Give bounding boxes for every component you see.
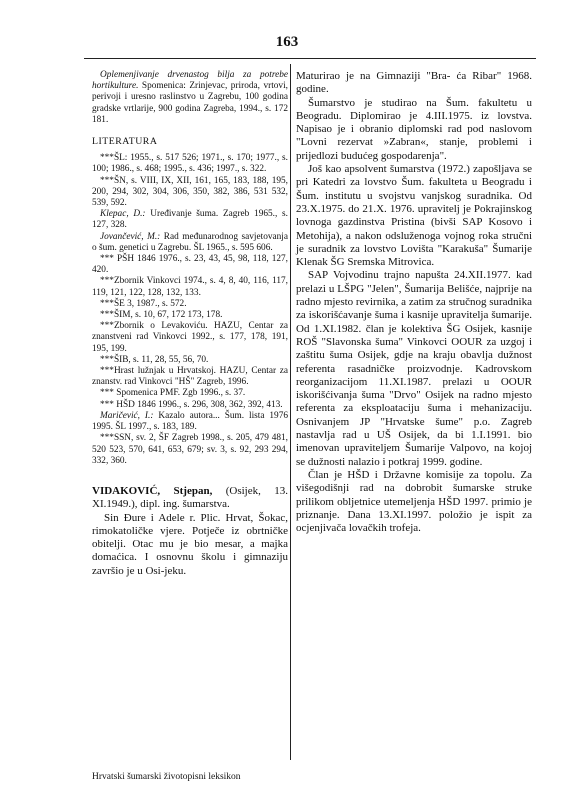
literature-item xyxy=(92,299,288,310)
literature-text: ***ŠIB, s. 11, 28, 55, 56, 70. xyxy=(100,354,209,365)
literature-text: ***Zbornik o Levakoviću. HAZU, Centar za znanstveni rad Vinkovci 1992., s. 177, 178, 191, 195, 199. xyxy=(92,321,288,354)
literature-heading: LITERATURA xyxy=(92,136,158,148)
literature-text: *** HŠD 1846 1996., s. 296, 308, 362, 392, 413. xyxy=(100,399,283,410)
column-divider xyxy=(290,64,291,760)
intro-title: Oplemenjivanje drvenastog bilja za potrebe hortikulture. xyxy=(92,70,288,92)
intro-paragraph xyxy=(92,70,288,126)
literature-item xyxy=(92,321,288,355)
literature-item xyxy=(92,433,288,467)
literature-item xyxy=(92,366,288,388)
literature-author: Jovančević, M.: xyxy=(100,231,161,242)
literature-text: ***ŠN, s. VIII, IX, XII, 161, 165, 183, 188, 195, 200, 294, 302, 304, 306, 350, 382, 386, 531 532, 539, 592. xyxy=(92,175,288,209)
literature-item xyxy=(92,254,288,276)
literature-text: Rad međunarodnog savjetovanja o šum. genetici u Zagrebu. ŠL 1965., s. 595 606. xyxy=(92,231,288,253)
body-paragraph: Još kao apsolvent šumarstva (1972.) zapošljava se pri Katedri za lovstvo Šum. fakulteta u Beogradu i Šum. institutu u svojstvu vanjskog suradnika. Od 23.X.1975. do 21.X. 1976. upravitelj je Pokrajinskog lovnoga gazdinstva Pristina (bivši SAP Kosovo i Metohija), a nakon odsluženoga vojnog roka stručni je suradnik za lovstvo Lovišta "Karakuša" Šumarije Klenak ŠG Sremska Mitrovica. xyxy=(296,163,532,269)
entry-heading xyxy=(92,485,288,512)
literature-text: *** PŠH 1846 1976., s. 23, 43, 45, 98, 118, 127, 420. xyxy=(92,254,288,276)
literature-author: Klepac, D.: xyxy=(100,209,146,220)
literature-text: Uređivanje šuma. Zagreb 1965., s. 127, 328. xyxy=(92,209,288,231)
literature-list xyxy=(92,153,288,467)
literature-text: ***Hrast lužnjak u Hrvatskoj. HAZU, Centar za znanstv. rad Vinkovci "HŠ" Zagreb, 1996. xyxy=(92,366,288,388)
left-column xyxy=(92,70,288,578)
literature-item xyxy=(92,310,288,321)
page-number: 163 xyxy=(275,34,299,50)
literature-text: Kazalo autora... Šum. lista 1976 1995. ŠL 1997., s. 183, 189. xyxy=(92,410,288,433)
literature-item xyxy=(92,400,288,411)
body-paragraph: Šumarstvo je studirao na Šum. fakultetu u Beogradu. Diplomirao je 4.III.1975. iz lovstva. Napisao je i obranio diplomski rad pod naslovom "Lovni rezervat »Zabran«, stanje, problemi i prijedlozi budućeg gospodarenja". xyxy=(296,96,532,162)
literature-text: ***ŠIM, s. 10, 67, 172 173, 178. xyxy=(100,310,223,321)
literature-item xyxy=(92,411,288,433)
literature-text: ***ŠL: 1955., s. 517 526; 1971., s. 170; 1977., s. 100; 1986., s. 468; 1995., s. 436; 1997., s. 322. xyxy=(92,153,288,175)
footer-text: Hrvatski šumarski životopisni leksikon xyxy=(92,772,241,782)
literature-author: Maričević, I.: xyxy=(100,410,154,421)
body-paragraph: Član je HŠD i Državne komisije za topolu. Za višegodišnji rad na dobrobit šumarske struke prilikom obljetnice utemeljenja HŠD 1997. primio je priznanje. Dana 13.XI.1997. položio je ispit za ocjenjivača lovačkih trofeja. xyxy=(296,468,532,535)
header-rule xyxy=(84,58,536,59)
literature-item xyxy=(92,176,288,210)
literature-item xyxy=(92,388,288,399)
intro-text: Spomenica: Zrinjevac, priroda, vrtovi, perivoji i uresno raslinstvo u Zagrebu, 100 godina gradske vrtlarije, 900 godina Zagreba, 1994., s. 172 181. xyxy=(92,81,288,125)
entry-name: VIDAKOVIĆ, Stjepan, xyxy=(92,484,213,497)
body-paragraph: SAP Vojvodinu trajno napušta 24.XII.1977. kad prelazi u LŠPG "Jelen", Šumarija Belišće, najprije na radno mjesto revirnika, a zatim za stručnog suradnika za iskorišćavanje šuma i kasnije upravitelja šumarije. Od 1.XI.1982. član je kolektiva ŠG Osijek, kasnije ROŠ "Slavonska šuma" Vinkovci OOUR za uzgoj i zaštitu šuma Osijek, gdje na kraju obavlja dužnost referenta rasadničke proizvodnje. Kadrovskom reorganizacijom 11.XI.1987. prelazi u OOUR iskorišćivanja šuma "Drvo" Osijek na radno mjesto referenta za eksploataciju šuma i mehanizaciju. Osnivanjem JP "Hrvatske šume" p.o. Zagreb nastavlja rad u UŠ Osijek, da bi 1.I.1991. bio imenovan upraviteljem Šumarije Valpovo, na kojoj se dužnosti nalazio i potkraj 1999. godine. xyxy=(296,269,532,468)
literature-item xyxy=(92,153,288,175)
literature-item xyxy=(92,276,288,298)
right-column xyxy=(296,70,532,535)
literature-item xyxy=(92,209,288,231)
literature-text: *** Spomenica PMF. Zgb 1996., s. 37. xyxy=(100,388,246,399)
body-paragraph: Maturirao je na Gimnaziji "Bra- ća Ribar" 1968. godine. xyxy=(296,70,532,96)
entry-heading-rest: (Osijek, 13. XI.1949.), dipl. ing. šumarstva. xyxy=(92,484,288,511)
literature-text: ***SSN, sv. 2, ŠF Zagreb 1998., s. 205, 479 481, 520 523, 570, 641, 653, 679; sv. 3, s. 92, 293 294, 332, 360. xyxy=(92,433,288,466)
entry-body: Sin Đure i Adele r. Plic. Hrvat, Šokac, rimokatoličke vjere. Potječe iz obrtničke obitelji. Otac mu je bio mesar, a majka domaćica. I osnovnu školu i gimnaziju završio je u Osi-jeku. xyxy=(92,511,288,577)
literature-text: ***ŠE 3, 1987., s. 572. xyxy=(100,298,187,309)
literature-item xyxy=(92,232,288,254)
literature-item xyxy=(92,355,288,366)
literature-text: ***Zbornik Vinkovci 1974., s. 4, 8, 40, 116, 117, 119, 121, 122, 128, 132, 133. xyxy=(92,276,288,298)
